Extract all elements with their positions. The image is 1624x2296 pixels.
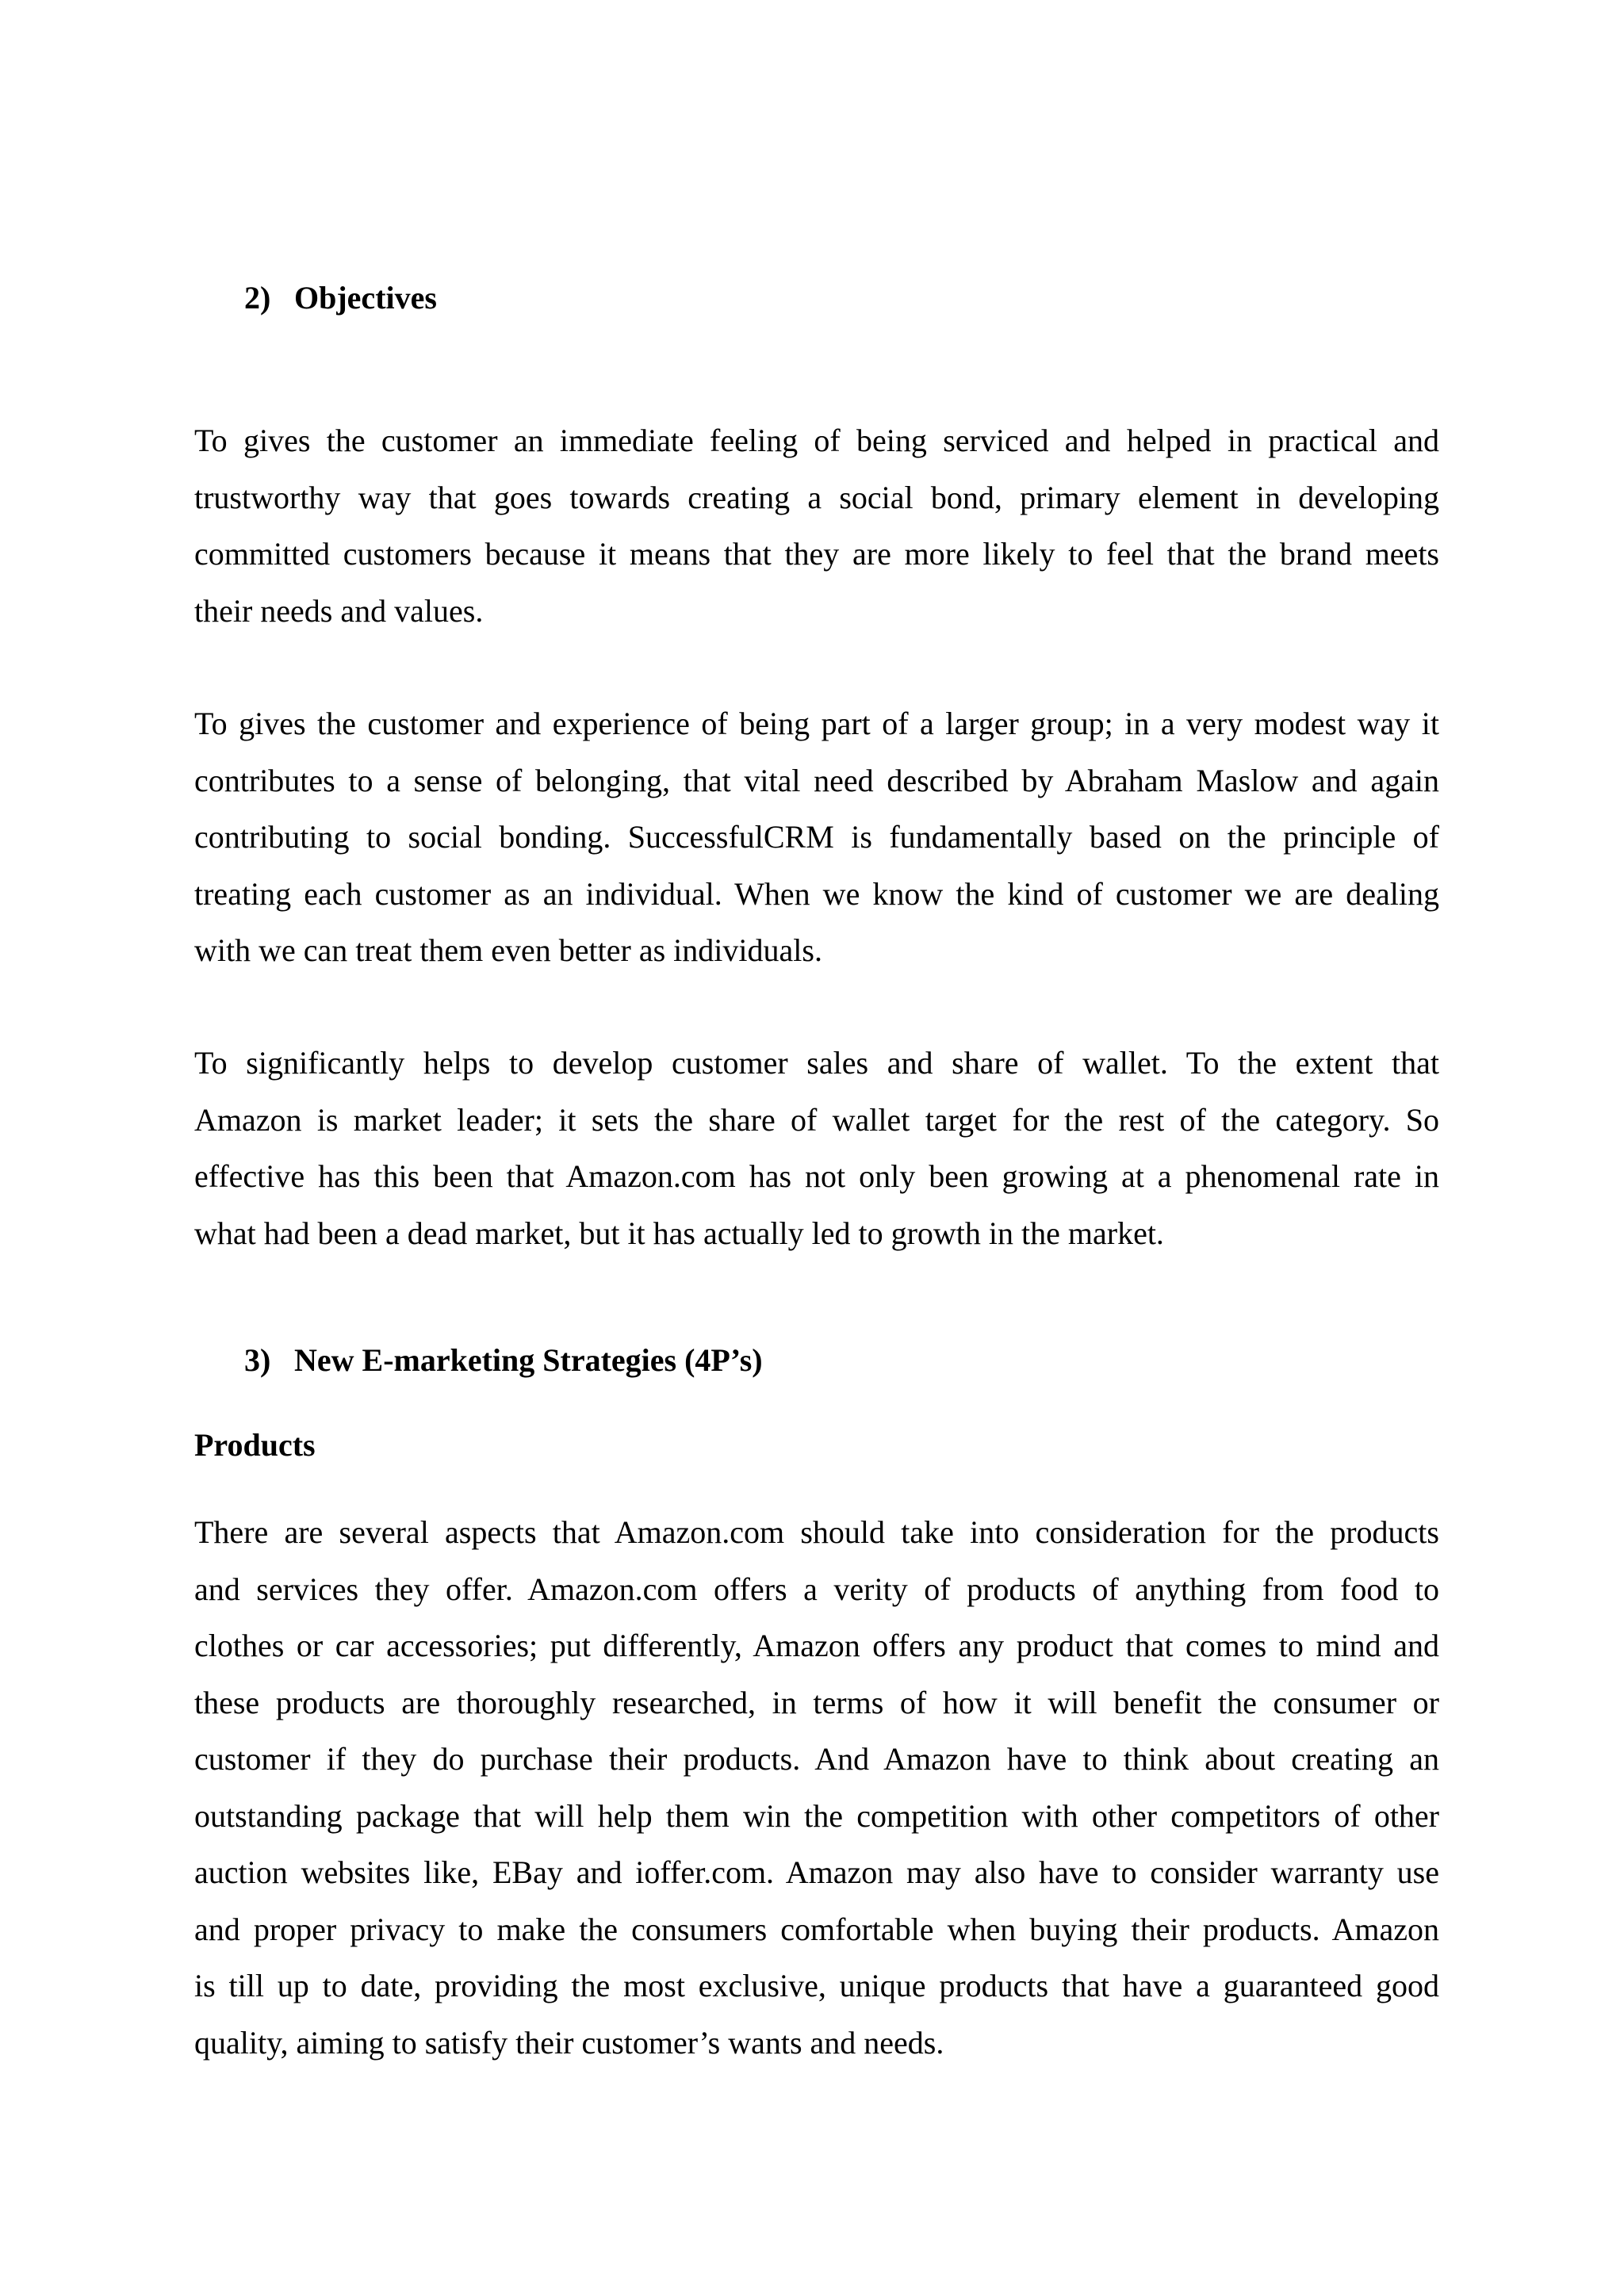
paragraph-line: trustworthy way that goes towards creating a social bond, primary element in developing bbox=[194, 479, 1439, 515]
strategies-heading-title: New E-marketing Strategies (4P’s) bbox=[294, 1342, 763, 1378]
paragraph-line: To gives the customer and experience of being part of a larger group; in a very modest way it bbox=[194, 706, 1439, 741]
paragraph-line: quality, aiming to satisfy their customer’s wants and needs. bbox=[194, 2024, 944, 2061]
paragraph-line: these products are thoroughly researched, in terms of how it will benefit the consumer or bbox=[194, 1684, 1439, 1720]
paragraph-line: with we can treat them even better as individuals. bbox=[194, 932, 822, 968]
paragraph-line: what had been a dead market, but it has actually led to growth in the market. bbox=[194, 1215, 1164, 1251]
objectives-paragraph-1 bbox=[194, 412, 1439, 639]
strategies-heading-number: 3) bbox=[244, 1342, 271, 1378]
products-paragraph bbox=[194, 1504, 1439, 2071]
paragraph-line: To significantly helps to develop customer sales and share of wallet. To the extent that bbox=[194, 1045, 1439, 1081]
paragraph-line: their needs and values. bbox=[194, 592, 484, 629]
paragraph-line: treating each customer as an individual. When we know the kind of customer we are dealing bbox=[194, 875, 1439, 912]
paragraph-line: There are several aspects that Amazon.com should take into consideration for the products bbox=[194, 1514, 1439, 1550]
paragraph-line: contributes to a sense of belonging, that vital need described by Abraham Maslow and again bbox=[194, 762, 1439, 798]
paragraph-line: and proper privacy to make the consumers comfortable when buying their products. Amazon bbox=[194, 1911, 1439, 1947]
products-heading: Products bbox=[194, 1427, 316, 1463]
paragraph-line: clothes or car accessories; put differently, Amazon offers any product that comes to mind and bbox=[194, 1628, 1439, 1663]
paragraph-line: outstanding package that will help them win the competition with other competitors of other bbox=[194, 1797, 1439, 1834]
objectives-paragraph-3 bbox=[194, 1035, 1439, 1261]
strategies-heading bbox=[244, 1340, 763, 1381]
paragraph-line: committed customers because it means that they are more likely to feel that the brand meets bbox=[194, 536, 1439, 572]
paragraph-line: To gives the customer an immediate feeling of being serviced and helped in practical and bbox=[194, 423, 1439, 458]
paragraph-line: effective has this been that Amazon.com has not only been growing at a phenomenal rate in bbox=[194, 1158, 1439, 1194]
paragraph-line: and services they offer. Amazon.com offers a verity of products of anything from food to bbox=[194, 1571, 1439, 1607]
objectives-heading-number: 2) bbox=[244, 280, 271, 316]
objectives-heading bbox=[244, 277, 437, 319]
objectives-paragraph-2 bbox=[194, 695, 1439, 979]
paragraph-line: auction websites like, EBay and ioffer.com. Amazon may also have to consider warranty use bbox=[194, 1854, 1439, 1890]
objectives-heading-title: Objectives bbox=[294, 280, 437, 316]
paragraph-line: is till up to date, providing the most exclusive, unique products that have a guaranteed good bbox=[194, 1968, 1439, 2003]
paragraph-line: contributing to social bonding. SuccessfulCRM is fundamentally based on the principle of bbox=[194, 819, 1439, 855]
paragraph-line: Amazon is market leader; it sets the share of wallet target for the rest of the category. So bbox=[194, 1101, 1439, 1138]
paragraph-line: customer if they do purchase their products. And Amazon have to think about creating an bbox=[194, 1741, 1439, 1777]
